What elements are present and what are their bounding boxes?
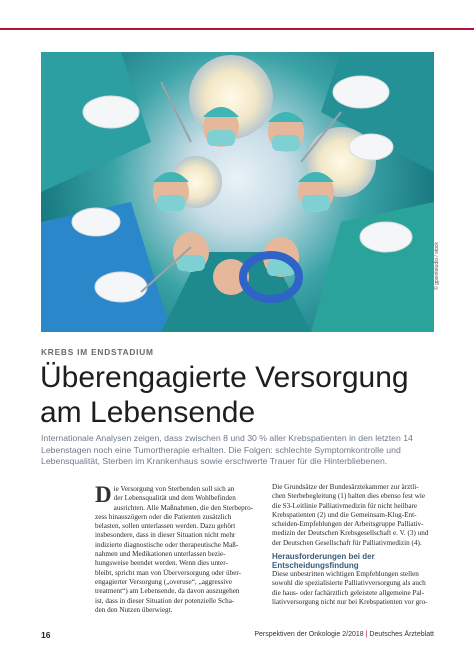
- headline-line: Überengagierte Versorgung: [40, 361, 409, 394]
- dropcap: D: [95, 482, 112, 507]
- text-line: indizierte diagnostische oder therapeutische Maß-: [95, 540, 239, 549]
- text-line: Diese unbestritten wichtigen Empfehlungen stellen: [272, 570, 419, 579]
- text-line: ausrichten. Alle Maßnahmen, die den Sterbepro-: [113, 503, 254, 512]
- footer-separator: |: [365, 631, 368, 638]
- text-line: chen Sterbebegleitung (1) halten dies ebenso fest wie: [272, 492, 426, 501]
- top-accent-rule: [0, 28, 474, 30]
- article-headline: [40, 360, 460, 430]
- headline-line: am Lebensende: [40, 396, 256, 429]
- text-line: die S3-Leitlinie Palliativmedizin für nicht heilbare: [272, 501, 418, 510]
- journal-footer: [254, 631, 434, 638]
- text-line: treatment“) am Lebensende, da davon auszugehen: [95, 587, 240, 596]
- text-line: ie Versorgung von Sterbenden soll sich an: [113, 485, 235, 493]
- text-line: insbesondere, dass in dieser Situation nicht mehr: [95, 531, 236, 540]
- article-lead: Internationale Analysen zeigen, dass zwischen 8 und 30 % aller Krebspatienten in den letzten 14 Lebenstagen noch eine Tumortherapie erhalten. Die Folgen: schlechte Symptomkontrolle und Lebensqualität, Sterben im Krankenhaus sowie erschwerte Trauer für die Hinterbliebenen.: [41, 433, 413, 467]
- text-line: engagierter Versorgung („overuse“, „aggressive: [95, 577, 233, 586]
- body-column-left: [95, 482, 269, 615]
- text-line: Die Grundsätze der Bundesärztekammer zur ärztli-: [272, 483, 419, 491]
- surgeons-photo: [41, 52, 434, 332]
- publication-name: Deutsches Ärzteblatt: [369, 631, 434, 638]
- text-line: medizin der Deutschen Krebsgesellschaft e. V. (3) und: [272, 529, 429, 538]
- text-line: der Deutschen Gesellschaft für Palliativmedizin (4).: [272, 538, 422, 547]
- text-line: der Lebensqualität und dem Wohlbefinden: [113, 494, 236, 503]
- photo-credit: © gpointstudio / stock: [434, 242, 440, 290]
- text-line: scheiden-Empfehlungen der Arbeitsgruppe Palliativ-: [272, 520, 424, 529]
- text-line: belasten, sollen unterlassen werden. Dazu gehört: [95, 522, 236, 531]
- subheading-line: Entscheidungsfindung: [272, 561, 359, 571]
- text-line: sowohl die spezialisierte Palliativversorgung als auch: [272, 579, 426, 588]
- section-kicker: KREBS IM ENDSTADIUM: [41, 347, 154, 357]
- text-line: hungsweise beendet werden. Wenn dies unter-: [95, 559, 228, 568]
- body-column-right: [272, 483, 446, 607]
- body-paragraph: [272, 483, 446, 548]
- text-line: den den Nutzen überwiegt.: [95, 605, 173, 614]
- text-line: bleibt, spricht man von Überversorgung oder über-: [95, 568, 242, 577]
- text-line: Krebspatienten (2) und die Gemeinsam-Klug-Ent-: [272, 510, 417, 519]
- section-subheading: [272, 552, 446, 570]
- journal-name: Perspektiven der Onkologie 2/2018: [254, 631, 364, 638]
- text-line: nahmen und Medikationen unterlassen bezie-: [95, 550, 226, 559]
- text-line: zess hinauszögern oder die Patienten zusätzlich: [95, 512, 232, 521]
- page-number: 16: [41, 630, 51, 640]
- text-line: liativversorgung nicht nur bei Krebspatienten vor gro-: [272, 597, 428, 606]
- text-line: ist, dass in dieser Situation der potenzielle Scha-: [95, 596, 235, 605]
- body-paragraph: [95, 482, 269, 615]
- text-line: die haus- oder fachärztlich geleistete allgemeine Pal-: [272, 588, 425, 597]
- body-paragraph: [272, 570, 446, 607]
- subheading-line: Herausforderungen bei der: [272, 552, 375, 562]
